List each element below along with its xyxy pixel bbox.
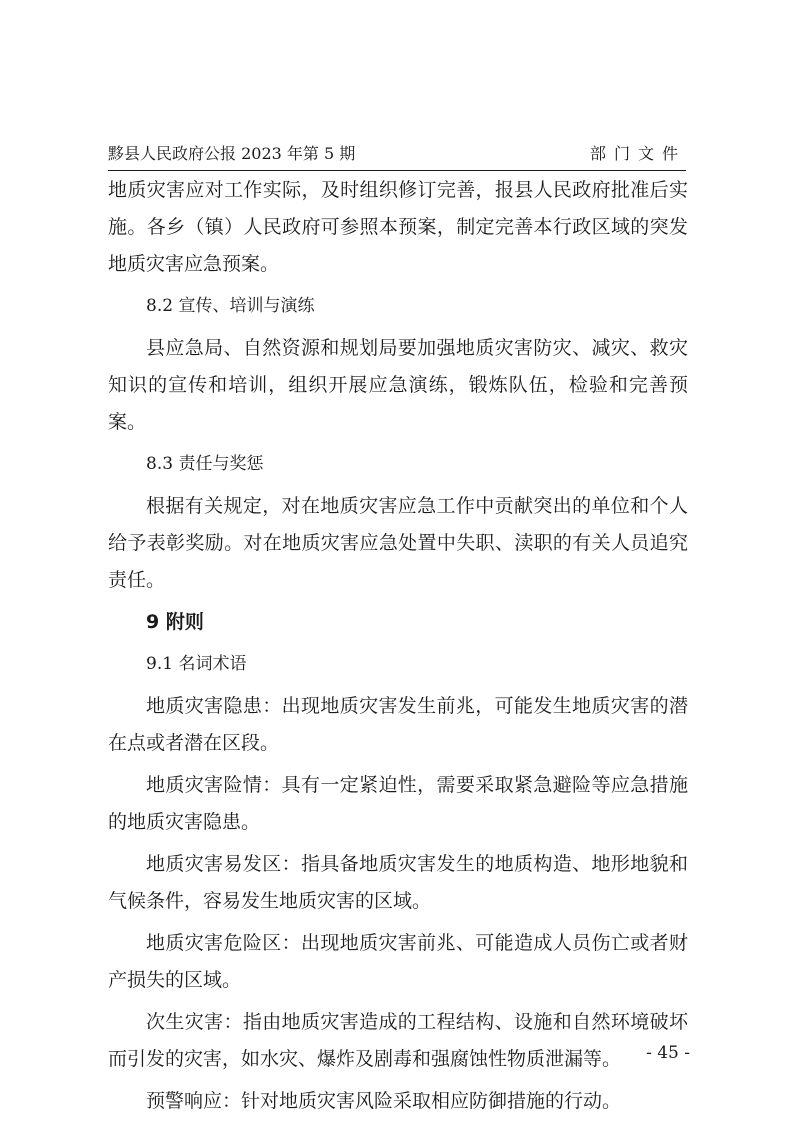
subsection-heading-8-3: 8.3 责任与奖惩 <box>146 454 264 474</box>
term-definition: 次生灾害：指由地质灾害造成的工程结构、设施和自然环境破坏而引发的灾害，如水灾、爆炸及剧毒和强腐蚀性物质泄漏等。 <box>108 1011 688 1070</box>
term-definition: 地质灾害易发区：指具备地质灾害发生的地质构造、地形地貌和气候条件，容易发生地质灾害的区域。 <box>108 853 688 912</box>
paragraph-continued: 地质灾害应对工作实际，及时组织修订完善，报县人民政府批准后实施。各乡（镇）人民政府可参照本预案，制定完善本行政区域的突发地质灾害应急预案。 <box>108 179 688 275</box>
term-definition: 地质灾害险情：具有一定紧迫性，需要采取紧急避险等应急措施的地质灾害隐患。 <box>108 774 688 833</box>
term-definition: 预警响应：针对地质灾害风险采取相应防御措施的行动。 <box>146 1090 622 1112</box>
term-definition: 地质灾害危险区：出现地质灾害前兆、可能造成人员伤亡或者财产损失的区域。 <box>108 932 688 991</box>
header-divider <box>108 170 686 171</box>
paragraph: 县应急局、自然资源和规划局要加强地质灾害防灾、减灾、救灾知识的宣传和培训，组织开展应急演练，锻炼队伍，检验和完善预案。 <box>108 337 688 433</box>
page-header <box>108 141 686 167</box>
subsection-heading-9-1: 9.1 名词术语 <box>146 654 247 674</box>
section-heading-9: 9 附则 <box>146 611 204 633</box>
paragraph: 根据有关规定，对在地质灾害应急工作中贡献突出的单位和个人给予表彰奖励。对在地质灾害应急处置中失职、渎职的有关人员追究责任。 <box>108 495 688 591</box>
term-definition: 地质灾害隐患：出现地质灾害发生前兆，可能发生地质灾害的潜在点或者潜在区段。 <box>108 695 688 754</box>
page-number: - 45 - <box>646 1043 690 1063</box>
section-label: 部门文件 <box>589 144 686 163</box>
gazette-title: 黟县人民政府公报 2023 年第 5 期 <box>108 144 356 163</box>
subsection-heading-8-2: 8.2 宣传、培训与演练 <box>146 296 315 316</box>
document-body <box>108 172 688 1120</box>
